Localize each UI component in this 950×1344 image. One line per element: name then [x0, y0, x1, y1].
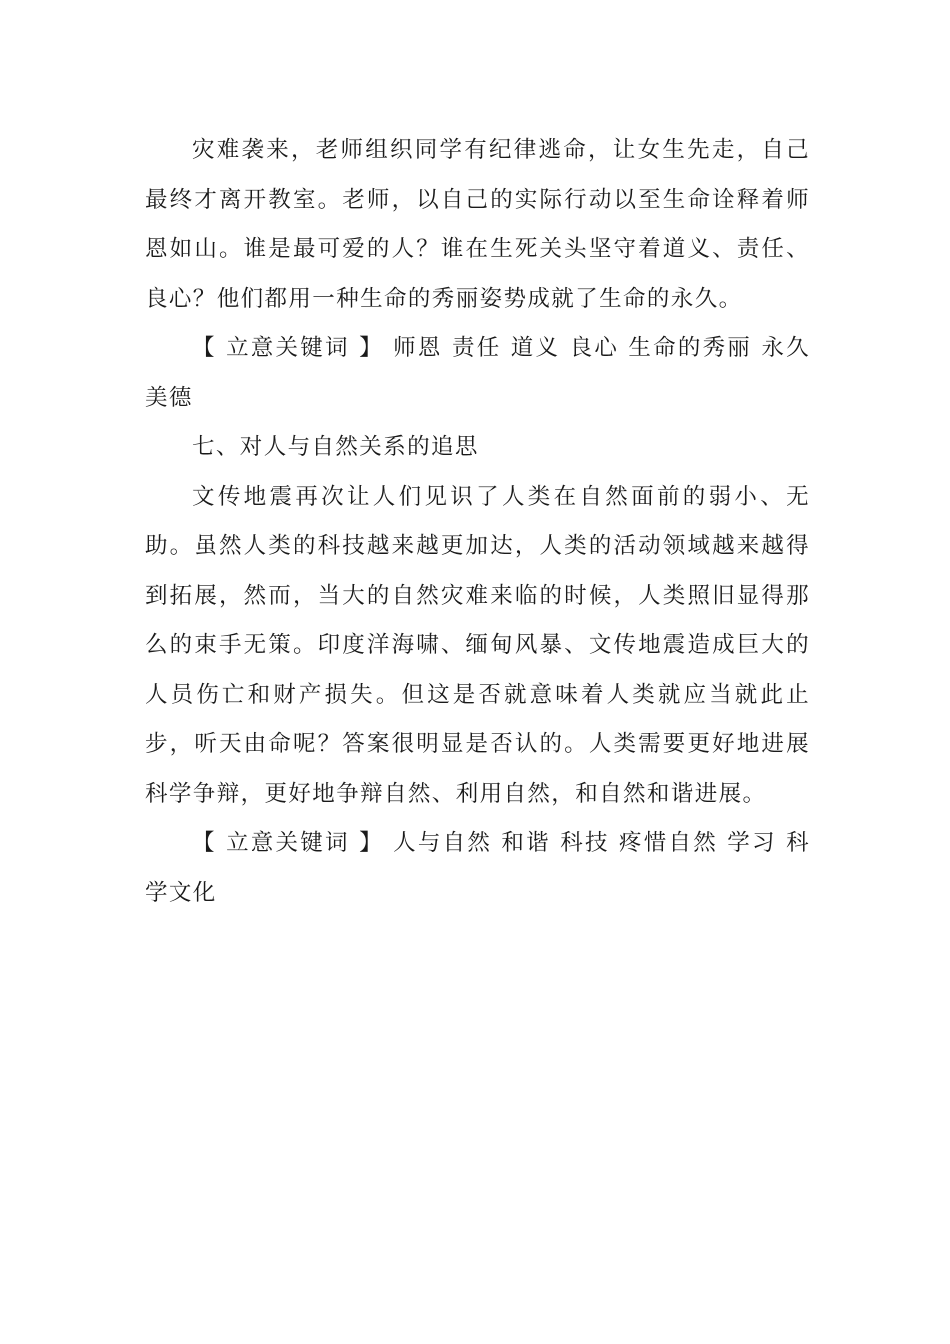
section-heading-nature: 七、对人与自然关系的追思 [192, 434, 479, 460]
body-paragraph-nature: 文传地震再次让人们见识了人类在自然面前的弱小、无助。虽然人类的科技越来越更加达，人类的活动领域越来越得到拓展，然而，当大的自然灾难来临的时候，人类照旧显得那么的束手无策。印度洋海啸、缅甸风暴、文传地震造成巨大的人员伤亡和财产损失。但这是否就意味着人类就应当就此止步，听天由命呢？答案很明显是否认的。人类需要更好地进展科学争辩，更好地争辩自然、利用自然，和自然和谐进展。 [145, 483, 810, 807]
document-body [145, 126, 810, 918]
keywords-paragraph-nature: 【 立意关键词 】 人与自然 和谐 科技 疼惜自然 学习 科学文化 [145, 830, 810, 906]
keywords-paragraph-teacher: 【 立意关键词 】 师恩 责任 道义 良心 生命的秀丽 永久 美德 [145, 335, 810, 411]
body-paragraph-teacher: 灾难袭来，老师组织同学有纪律逃命，让女生先走，自己最终才离开教室。老师，以自己的实际行动以至生命诠释着师恩如山。谁是最可爱的人？谁在生死关头坚守着道义、责任、良心？他们都用一种生命的秀丽姿势成就了生命的永久。 [145, 137, 810, 312]
